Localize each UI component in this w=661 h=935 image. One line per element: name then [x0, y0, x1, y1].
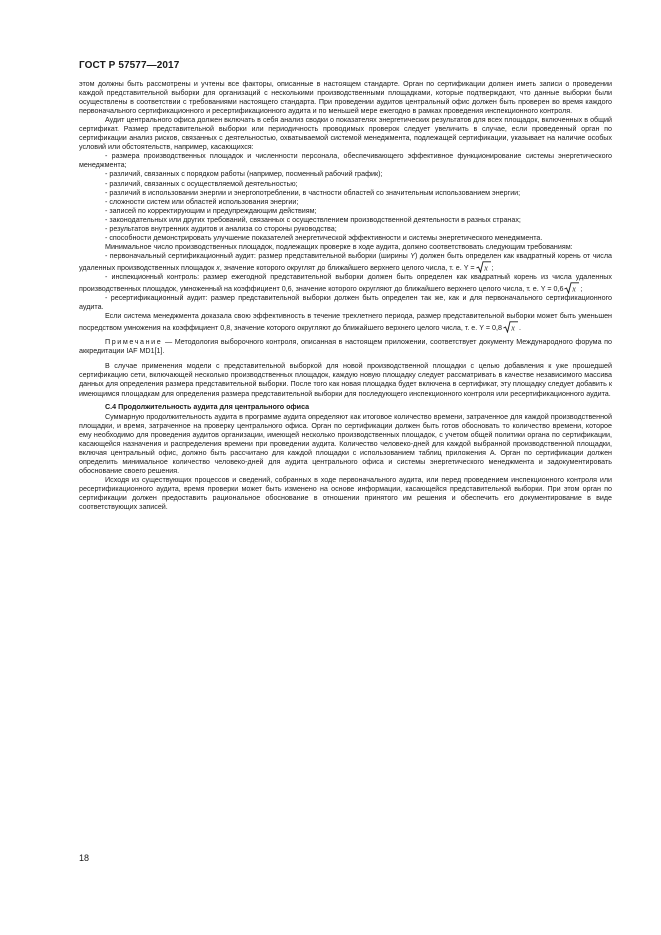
formula-initial: Y = [463, 263, 475, 272]
sqrt-symbol-icon [476, 261, 491, 273]
sqrt-variable: x [483, 263, 488, 273]
requirement-initial-audit: - первоначальный сертификационный аудит: размер представительной выборки (ширины Y) должен быть определен как квадратный корень от числа удаленных производственных площадок x, значение которого округлят до ближайшего верхнего целого числа, т. е. Y = x ; [79, 251, 612, 273]
paragraph-intro: этом должны быть рассмотрены и учтены все факторы, описанные в настоящем стандарте. Орган по сертификации должен иметь записи о проведении каждой представительной выборки для организаций с несколькими производственными площадками, которые подтверждают, что данные выборки были осуществлены в соответствии с требованиями настоящего стандарта. При проведении аудитов центральный офис должен быть проверен во время каждого первоначального сертификационного и ресертификационного аудита и по меньшей мере ежегодно в рамках проведения инспекционного контроля. [79, 80, 612, 116]
paragraph-central-office-audit: Аудит центрального офиса должен включать в себя анализ сводки о показателях энергетических результатов для всех площадок, включенных в общий сертификат. Размер представительной выборки или периодичность проводимых проверок следует увеличить в случае, если проведенный орган по сертификации анализ рисков, связанных с деятельностью, охватываемой системой менеджмента, подлежащей сертификации, указывает на наличие особых условий или обстоятельств, например, касающихся: [79, 116, 612, 152]
bullet-item: - сложности систем или областей использования энергии; [105, 197, 299, 206]
paragraph-audit-duration: Суммарную продолжительность аудита в программе аудита определяют как итоговое количество времени, затраченное для каждой производственной площадки, и время, затраченное на проверку центрального офиса. Орган по сертификации должен быть готов обосновать то количество времени, которое ему необходимо для проведения аудитов организации, имеющей несколько производственных площадок, с учетом общей политики органа по сертификации, касающейся назначения и распределения времени при проведении аудита. Количество человеко-дней для каждой выбранной производственной площадки, включая центральный офис, должно быть рассчитано для каждой площадки с использованием таблиц приложения А. Орган по сертификации должен определить минимальное количество человеко-дней для аудита центрального офиса и системы энергетического менеджмента и задокументировать обоснование своего решения. [79, 412, 612, 475]
sqrt-symbol-icon [503, 321, 518, 333]
bullet-item: - различий, связанных с порядком работы (например, посменный рабочий график); [105, 170, 383, 179]
requirement-recertification: - ресертификационный аудит: размер представительной выборки должен быть определен так же, как и для первоначального сертификационного аудита. [79, 294, 612, 312]
bullet-item: - способности демонстрировать улучшение показателей энергетической эффективности и системы энергетического менеджмента. [105, 233, 543, 242]
bullet-item: - размера производственных площадок и численности персонала, обеспечивающего эффективное функционирование системы энергетического менеджмента; [79, 152, 612, 170]
bullet-item: - законодательных или других требований, связанных с осуществлением производственной деятельности в разных странах; [105, 215, 521, 224]
document-header: ГОСТ Р 57577—2017 [79, 60, 180, 71]
formula-reduction: Y = 0,8 [479, 324, 502, 333]
paragraph-audit-time-change: Исходя из существующих процессов и сведений, собранных в ходе первоначального аудита, или перед проведением инспекционного контроля или ресертификационного аудита, время проверки может быть изменено на основе информации, касающейся представительной выборки. При этом орган по сертификации должен предоставить рациональное обоснование в отношении принятого им решения и обеспечить его документирование в виде соответствующих записей. [79, 475, 612, 512]
formula-inspection: Y = 0,6 [540, 285, 564, 294]
section-heading: С.4 Продолжительность аудита для центрального офиса [105, 402, 310, 411]
note-label: Примечание [105, 338, 163, 347]
paragraph-new-site: В случае применения модели с представительной выборкой для новой производственной площадки с целью добавления к уже прошедшей сертификацию сети, включающей несколько производственных площадок, каждую новую площадку следует рассматривать в качестве независимого массива данных для определения размера представительной выборки. После того как новая площадка будет включена в сертификат, эту площадку следует добавить к имеющимся площадкам для определения размера представительной выборки для последующего инспекционного контроля или ресертификационного аудита. [79, 362, 612, 398]
bullet-item: - записей по корректирующим и предупреждающим действиям; [105, 206, 317, 215]
bullet-item: - различий в использовании энергии и энергопотреблении, в частности областей со значительным использованием энергии; [105, 188, 521, 197]
paragraph-reduction: Если система менеджмента доказала свою эффективность в течение трехлетнего периода, размер представительной выборки может быть уменьшен посредством умножения на коэффициент 0,8, значение которого округляют до ближайшего верхнего целого числа, т. е. Y = 0,8 x . [79, 312, 612, 333]
sqrt-variable: x [572, 284, 577, 294]
requirement-inspection: - инспекционный контроль: размер ежегодной представительной выборки должен быть определен как квадратный корень из числа удаленных производственных площадок, умноженный на коэффициент 0,6, значение которого округляют до ближайшего верхнего целого числа, т. е. Y = 0,6 x ; [79, 272, 612, 294]
sqrt-symbol-icon [564, 282, 579, 294]
bullet-item: - результатов внутренних аудитов и анализа со стороны руководства; [105, 224, 337, 233]
document-body [79, 80, 612, 512]
paragraph-minimum-sites: Минимальное число производственных площадок, подлежащих проверке в ходе аудита, должно соответствовать следующим требованиям: [105, 242, 573, 251]
sqrt-variable: x [511, 323, 515, 333]
bullet-item: - различий, связанных с осуществляемой деятельностью; [105, 179, 298, 188]
note: Примечание — Методология выборочного контроля, описанная в настоящем приложении, соответствует документу Международного форума по аккредитации IAF MD1[1]. [79, 338, 612, 356]
page-number: 18 [79, 853, 90, 863]
